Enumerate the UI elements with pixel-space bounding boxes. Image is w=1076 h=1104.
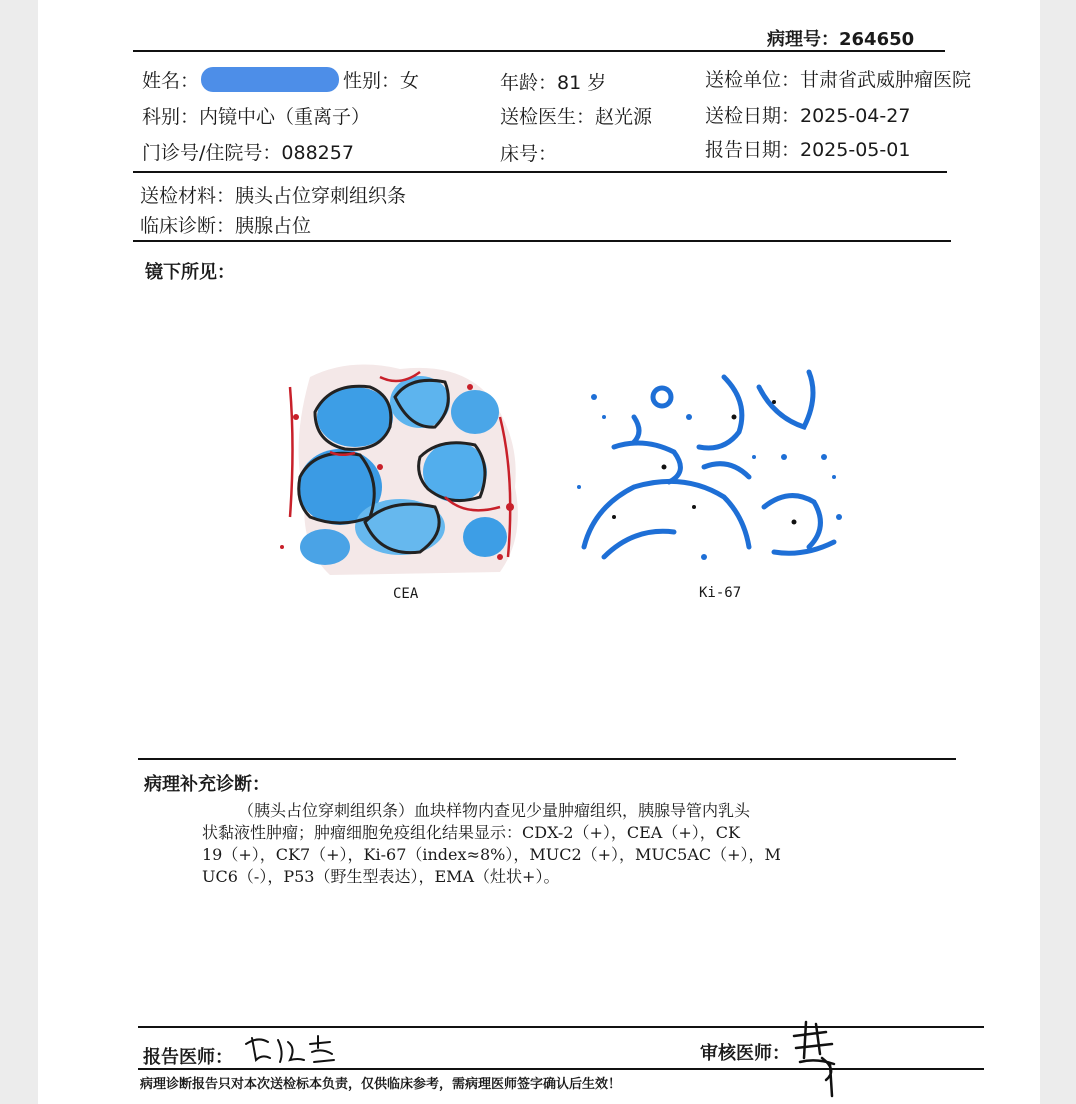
report-page xyxy=(38,0,1040,1104)
header-rule xyxy=(133,50,945,52)
bed-number: 床号： xyxy=(500,143,558,165)
name-label: 姓名： xyxy=(142,70,200,92)
report-doctor-label: 报告医师： xyxy=(143,1047,233,1068)
diagnosis-line: （胰头占位穿刺组织条）血块样物内查见少量肿瘤组织，胰腺导管内乳头 xyxy=(238,801,751,820)
cea-caption: CEA xyxy=(393,586,419,602)
department: 科别：内镜中心（重离子） xyxy=(142,106,371,128)
pathology-number: 病理号：264650 xyxy=(767,29,915,50)
diagnosis-line: 状黏液性肿瘤；肿瘤细胞免疫组化结果显示：CDX-2（+），CEA（+），CK xyxy=(202,823,740,842)
microscopy-heading: 镜下所见： xyxy=(145,262,235,283)
record-number: 门诊号/住院号：088257 xyxy=(142,142,354,164)
age: 年龄：81 岁 xyxy=(500,72,607,94)
submitting-unit: 送检单位：甘肃省武威肿瘤医院 xyxy=(705,69,972,91)
ki67-micrograph xyxy=(574,357,850,575)
submit-date: 送检日期：2025-04-27 xyxy=(705,105,911,127)
clinical-diagnosis: 临床诊断：胰腺占位 xyxy=(140,215,312,237)
review-doctor-label: 审核医师： xyxy=(700,1043,790,1064)
diagnosis-line: 19（+），CK7（+），Ki-67（index≈8%），MUC2（+），MUC5AC（+），M xyxy=(202,845,781,864)
specimen-material: 送检材料：胰头占位穿刺组织条 xyxy=(140,185,407,207)
review-doctor-signature xyxy=(786,1018,846,1102)
submitting-doctor: 送检医生：赵光源 xyxy=(500,106,653,128)
diagnosis-line: UC6（-），P53（野生型表达），EMA（灶状+）。 xyxy=(202,867,560,886)
patient-name xyxy=(142,66,419,93)
info-rule xyxy=(133,171,947,173)
specimen-rule xyxy=(133,240,951,242)
footer-rule-top xyxy=(138,1026,984,1028)
disclaimer: 病理诊断报告只对本次送检标本负责，仅供临床参考，需病理医师签字确认后生效！ xyxy=(140,1077,622,1092)
footer-rule-bottom xyxy=(138,1068,984,1070)
report-date: 报告日期：2025-05-01 xyxy=(705,139,911,161)
cea-micrograph xyxy=(270,357,528,575)
supplementary-diagnosis xyxy=(202,800,902,888)
ki67-caption: Ki-67 xyxy=(699,585,742,601)
microscopy-rule xyxy=(138,758,956,760)
redaction-mark xyxy=(201,67,339,92)
gender: 性别：女 xyxy=(343,70,420,92)
supplementary-heading: 病理补充诊断： xyxy=(144,774,270,795)
